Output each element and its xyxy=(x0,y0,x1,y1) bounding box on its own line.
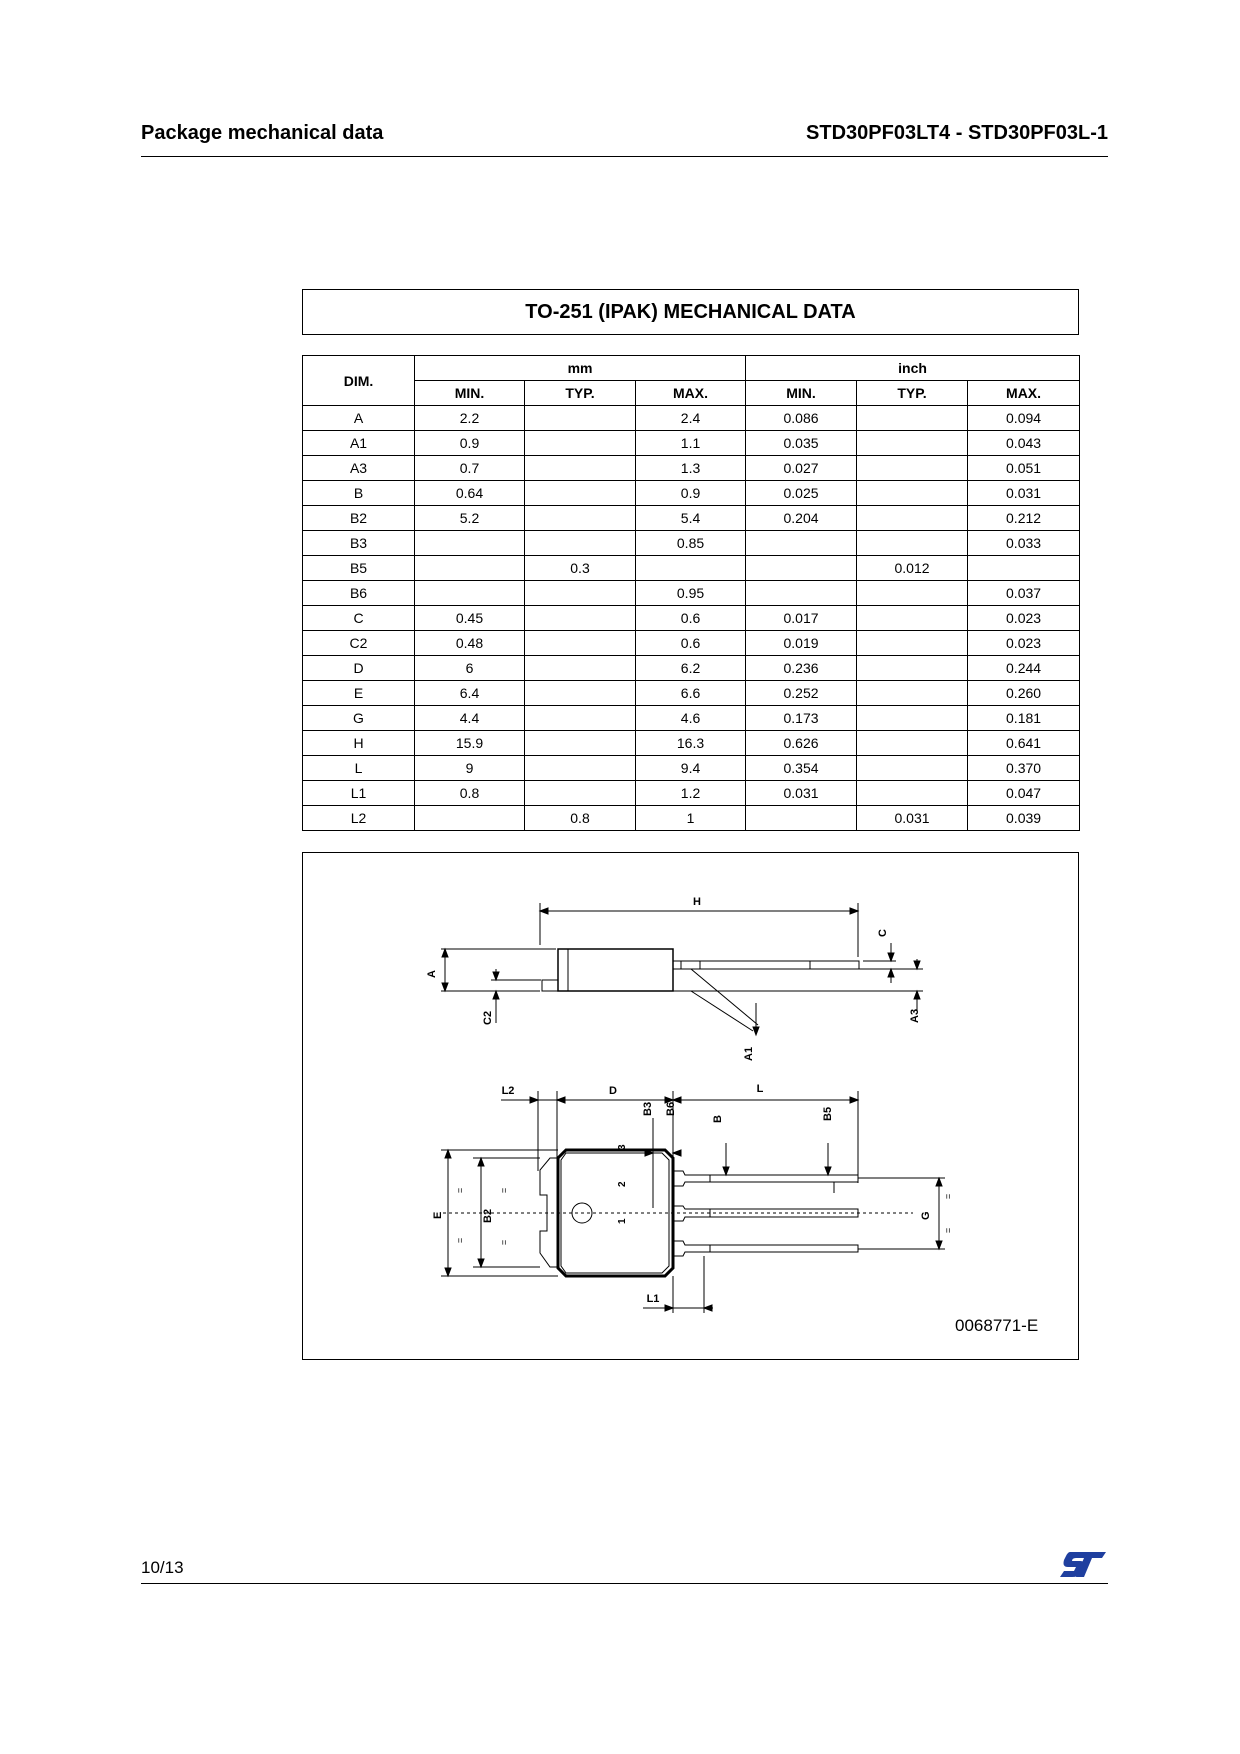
cell-mm-typ xyxy=(525,606,636,631)
table-row xyxy=(303,781,1080,806)
cell-mm-min: 2.2 xyxy=(415,406,525,431)
cell-inch-typ xyxy=(857,581,968,606)
cell-inch-min: 0.204 xyxy=(746,506,857,531)
section-title: Package mechanical data xyxy=(141,122,384,144)
cell-mm-min: 5.2 xyxy=(415,506,525,531)
cell-mm-max: 0.6 xyxy=(636,631,746,656)
footer-rule xyxy=(141,1583,1108,1584)
cell-inch-min xyxy=(746,581,857,606)
top-tab xyxy=(540,1158,558,1267)
label-a3: A3 xyxy=(909,1008,921,1023)
table-title: TO-251 (IPAK) MECHANICAL DATA xyxy=(302,289,1079,335)
pin-3-label: 3 xyxy=(617,1144,628,1150)
label-b6: B6 xyxy=(665,1101,677,1116)
cell-mm-max: 1.1 xyxy=(636,431,746,456)
cell-dim: A xyxy=(303,406,415,431)
cell-mm-typ: 0.8 xyxy=(525,806,636,831)
label-l2: L2 xyxy=(501,1085,515,1097)
cell-inch-max: 0.047 xyxy=(968,781,1080,806)
label-l: L xyxy=(756,1083,764,1095)
cell-inch-typ xyxy=(857,656,968,681)
cell-mm-min: 9 xyxy=(415,756,525,781)
cell-inch-typ xyxy=(857,506,968,531)
label-l1: L1 xyxy=(646,1293,660,1305)
label-d: D xyxy=(609,1085,617,1097)
eq-mark-b2-top: = xyxy=(499,1187,509,1193)
eq-mark-e-bottom: = xyxy=(455,1237,465,1243)
lead-3 xyxy=(673,1171,858,1186)
cell-mm-typ xyxy=(525,431,636,456)
cell-dim: D xyxy=(303,656,415,681)
table-row xyxy=(303,556,1080,581)
table-row xyxy=(303,406,1080,431)
cell-inch-typ xyxy=(857,431,968,456)
cell-mm-typ xyxy=(525,531,636,556)
label-e: E xyxy=(432,1211,444,1219)
table-row xyxy=(303,706,1080,731)
cell-mm-typ xyxy=(525,731,636,756)
part-number: STD30PF03LT4 - STD30PF03L-1 xyxy=(806,122,1108,144)
cell-inch-min: 0.031 xyxy=(746,781,857,806)
table-row xyxy=(303,806,1080,831)
label-b5: B5 xyxy=(822,1106,834,1121)
label-c: C xyxy=(877,929,889,937)
cell-dim: L xyxy=(303,756,415,781)
cell-inch-typ: 0.012 xyxy=(857,556,968,581)
pin-2-label: 2 xyxy=(617,1181,628,1187)
pin-1-label: 1 xyxy=(617,1218,628,1224)
cell-mm-max: 6.2 xyxy=(636,656,746,681)
label-b: B xyxy=(712,1115,724,1123)
table-row xyxy=(303,581,1080,606)
cell-inch-min xyxy=(746,556,857,581)
side-tab-stub xyxy=(542,980,558,991)
cell-inch-typ xyxy=(857,706,968,731)
cell-mm-typ xyxy=(525,581,636,606)
cell-inch-max: 0.051 xyxy=(968,456,1080,481)
cell-mm-max: 9.4 xyxy=(636,756,746,781)
cell-dim: H xyxy=(303,731,415,756)
drawing-code: 0068771-E xyxy=(955,1316,1039,1335)
table-row xyxy=(303,731,1080,756)
cell-mm-min: 0.48 xyxy=(415,631,525,656)
cell-mm-min xyxy=(415,556,525,581)
mm-min-header: MIN. xyxy=(415,381,525,406)
cell-mm-typ xyxy=(525,406,636,431)
cell-mm-max: 0.9 xyxy=(636,481,746,506)
cell-mm-max: 0.95 xyxy=(636,581,746,606)
side-lead xyxy=(673,961,859,969)
label-h: H xyxy=(693,896,701,908)
cell-mm-max: 5.4 xyxy=(636,506,746,531)
cell-mm-max: 0.85 xyxy=(636,531,746,556)
cell-mm-typ xyxy=(525,481,636,506)
eq-mark-g-top: = xyxy=(943,1193,953,1199)
table-row xyxy=(303,756,1080,781)
cell-inch-max: 0.037 xyxy=(968,581,1080,606)
cell-mm-max: 1.3 xyxy=(636,456,746,481)
mm-max-header: MAX. xyxy=(636,381,746,406)
cell-inch-typ xyxy=(857,481,968,506)
cell-dim: L2 xyxy=(303,806,415,831)
cell-inch-max: 0.260 xyxy=(968,681,1080,706)
cell-inch-typ xyxy=(857,606,968,631)
cell-mm-max: 16.3 xyxy=(636,731,746,756)
cell-inch-typ xyxy=(857,531,968,556)
table-row xyxy=(303,481,1080,506)
cell-mm-min: 0.8 xyxy=(415,781,525,806)
cell-inch-min: 0.173 xyxy=(746,706,857,731)
label-c2: C2 xyxy=(482,1010,494,1025)
cell-inch-typ xyxy=(857,406,968,431)
label-a1: A1 xyxy=(743,1046,755,1061)
table-row xyxy=(303,456,1080,481)
cell-inch-typ xyxy=(857,681,968,706)
cell-mm-min: 6.4 xyxy=(415,681,525,706)
cell-inch-min: 0.019 xyxy=(746,631,857,656)
cell-inch-max: 0.039 xyxy=(968,806,1080,831)
cell-mm-typ xyxy=(525,681,636,706)
cell-mm-min xyxy=(415,531,525,556)
st-logo-mark xyxy=(1060,1552,1106,1577)
mechanical-data-table xyxy=(302,355,1080,831)
cell-mm-max: 1 xyxy=(636,806,746,831)
inch-min-header: MIN. xyxy=(746,381,857,406)
cell-mm-min: 0.9 xyxy=(415,431,525,456)
cell-inch-min xyxy=(746,806,857,831)
cell-mm-max: 1.2 xyxy=(636,781,746,806)
cell-inch-max: 0.370 xyxy=(968,756,1080,781)
lead-1 xyxy=(673,1241,858,1256)
cell-dim: L1 xyxy=(303,781,415,806)
cell-mm-typ xyxy=(525,756,636,781)
page-number: 10/13 xyxy=(141,1558,184,1577)
cell-mm-max: 6.6 xyxy=(636,681,746,706)
cell-mm-min: 4.4 xyxy=(415,706,525,731)
cell-mm-typ xyxy=(525,631,636,656)
table-row xyxy=(303,681,1080,706)
cell-inch-typ xyxy=(857,731,968,756)
cell-dim: G xyxy=(303,706,415,731)
cell-dim: A3 xyxy=(303,456,415,481)
cell-mm-min: 15.9 xyxy=(415,731,525,756)
cell-mm-typ xyxy=(525,456,636,481)
cell-inch-min xyxy=(746,531,857,556)
cell-inch-max: 0.023 xyxy=(968,606,1080,631)
cell-dim: B5 xyxy=(303,556,415,581)
cell-inch-min: 0.626 xyxy=(746,731,857,756)
cell-mm-typ xyxy=(525,656,636,681)
cell-mm-typ xyxy=(525,506,636,531)
package-drawing xyxy=(302,852,1079,1360)
cell-inch-typ xyxy=(857,631,968,656)
header-rule xyxy=(141,156,1108,157)
package-outline-svg xyxy=(303,853,1080,1361)
cell-inch-typ: 0.031 xyxy=(857,806,968,831)
cell-inch-typ xyxy=(857,456,968,481)
cell-mm-min xyxy=(415,806,525,831)
cell-inch-max: 0.641 xyxy=(968,731,1080,756)
inch-typ-header: TYP. xyxy=(857,381,968,406)
table-row xyxy=(303,431,1080,456)
cell-inch-max: 0.094 xyxy=(968,406,1080,431)
table-row xyxy=(303,631,1080,656)
cell-inch-typ xyxy=(857,781,968,806)
table-row xyxy=(303,656,1080,681)
cell-dim: A1 xyxy=(303,431,415,456)
cell-mm-max: 4.6 xyxy=(636,706,746,731)
cell-inch-typ xyxy=(857,756,968,781)
eq-mark-e-top: = xyxy=(455,1187,465,1193)
cell-mm-max: 0.6 xyxy=(636,606,746,631)
cell-dim: C xyxy=(303,606,415,631)
cell-inch-min: 0.252 xyxy=(746,681,857,706)
label-g: G xyxy=(920,1211,932,1220)
label-b2: B2 xyxy=(482,1208,494,1223)
side-body xyxy=(558,949,673,991)
cell-inch-min: 0.236 xyxy=(746,656,857,681)
cell-inch-max xyxy=(968,556,1080,581)
st-logo xyxy=(1058,1549,1108,1579)
cell-mm-min: 6 xyxy=(415,656,525,681)
label-a: A xyxy=(426,970,438,978)
cell-mm-max xyxy=(636,556,746,581)
inch-header: inch xyxy=(746,356,1080,381)
cell-inch-min: 0.086 xyxy=(746,406,857,431)
cell-inch-max: 0.212 xyxy=(968,506,1080,531)
cell-mm-typ: 0.3 xyxy=(525,556,636,581)
cell-mm-min xyxy=(415,581,525,606)
cell-inch-max: 0.031 xyxy=(968,481,1080,506)
cell-inch-min: 0.017 xyxy=(746,606,857,631)
cell-inch-max: 0.043 xyxy=(968,431,1080,456)
cell-inch-min: 0.025 xyxy=(746,481,857,506)
cell-inch-max: 0.023 xyxy=(968,631,1080,656)
cell-dim: B2 xyxy=(303,506,415,531)
inch-max-header: MAX. xyxy=(968,381,1080,406)
mm-header: mm xyxy=(415,356,746,381)
cell-mm-min: 0.45 xyxy=(415,606,525,631)
dim-header: DIM. xyxy=(303,356,415,406)
cell-dim: C2 xyxy=(303,631,415,656)
table-row xyxy=(303,506,1080,531)
cell-inch-min: 0.027 xyxy=(746,456,857,481)
cell-mm-min: 0.64 xyxy=(415,481,525,506)
eq-mark-g-bottom: = xyxy=(943,1227,953,1233)
eq-mark-b2-bottom: = xyxy=(499,1239,509,1245)
cell-inch-min: 0.354 xyxy=(746,756,857,781)
cell-mm-typ xyxy=(525,781,636,806)
cell-inch-max: 0.033 xyxy=(968,531,1080,556)
lead-2 xyxy=(673,1206,858,1221)
cell-inch-max: 0.181 xyxy=(968,706,1080,731)
cell-mm-max: 2.4 xyxy=(636,406,746,431)
label-b3: B3 xyxy=(642,1101,654,1116)
cell-mm-min: 0.7 xyxy=(415,456,525,481)
cell-inch-max: 0.244 xyxy=(968,656,1080,681)
table-row xyxy=(303,606,1080,631)
cell-dim: B3 xyxy=(303,531,415,556)
cell-mm-typ xyxy=(525,706,636,731)
cell-dim: B6 xyxy=(303,581,415,606)
cell-dim: E xyxy=(303,681,415,706)
cell-dim: B xyxy=(303,481,415,506)
table-row xyxy=(303,531,1080,556)
cell-inch-min: 0.035 xyxy=(746,431,857,456)
mm-typ-header: TYP. xyxy=(525,381,636,406)
